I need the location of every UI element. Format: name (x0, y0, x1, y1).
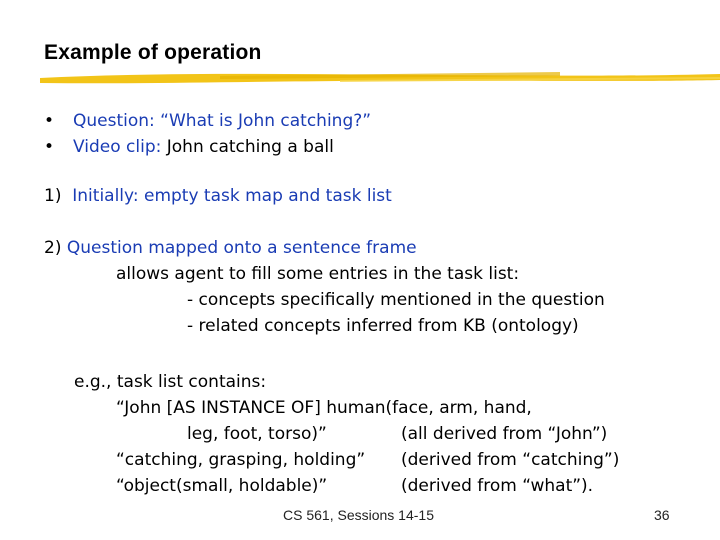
example-row-right: (derived from “what”). (401, 476, 594, 496)
example-row (74, 447, 620, 473)
bullet-text: John catching a ball (166, 137, 334, 157)
bullet-label: Video clip: (73, 137, 167, 157)
bullet-list (44, 108, 371, 160)
example-row-text: “John [AS INSTANCE OF] human(face, arm, hand, (116, 398, 532, 418)
step-1 (44, 183, 392, 209)
step-2-line: allows agent to fill some entries in the task list: (116, 264, 520, 284)
bullet-question (44, 108, 371, 134)
slide-title: Example of operation (44, 41, 262, 64)
step-2 (44, 235, 605, 339)
step-2-line: - concepts specifically mentioned in the question (187, 290, 605, 310)
bullet-video-clip (44, 134, 371, 160)
example-row (74, 395, 532, 421)
example-row-left: “object(small, holdable)” (116, 476, 328, 496)
example-intro (74, 369, 266, 395)
step-2-line: - related concepts inferred from KB (ontology) (187, 316, 579, 336)
page-number: 36 (654, 507, 670, 523)
example-intro-text: e.g., task list contains: (74, 372, 267, 392)
step-2-line (44, 235, 605, 261)
example-row-right: (all derived from “John”) (401, 424, 608, 444)
bullet-text: “What is John catching?” (160, 111, 372, 131)
step-text: Initially: empty task map and task list (72, 186, 392, 206)
example-row-left: “catching, grasping, holding” (116, 450, 366, 470)
bullet-dot: • (44, 111, 55, 131)
step-number: 1) (44, 186, 62, 206)
step-text: Question mapped onto a sentence frame (66, 238, 417, 258)
slide-footer: CS 561, Sessions 14-15 (283, 507, 434, 523)
example-row-right: (derived from “catching”) (401, 450, 620, 470)
bullet-dot: • (44, 137, 55, 157)
title-underline-decoration (40, 64, 720, 104)
example-row (74, 421, 608, 447)
example-row (74, 473, 594, 499)
example-row-left: leg, foot, torso)” (187, 424, 327, 444)
example-block (74, 369, 620, 499)
step-number: 2) (44, 238, 62, 258)
bullet-label: Question: (73, 111, 161, 131)
